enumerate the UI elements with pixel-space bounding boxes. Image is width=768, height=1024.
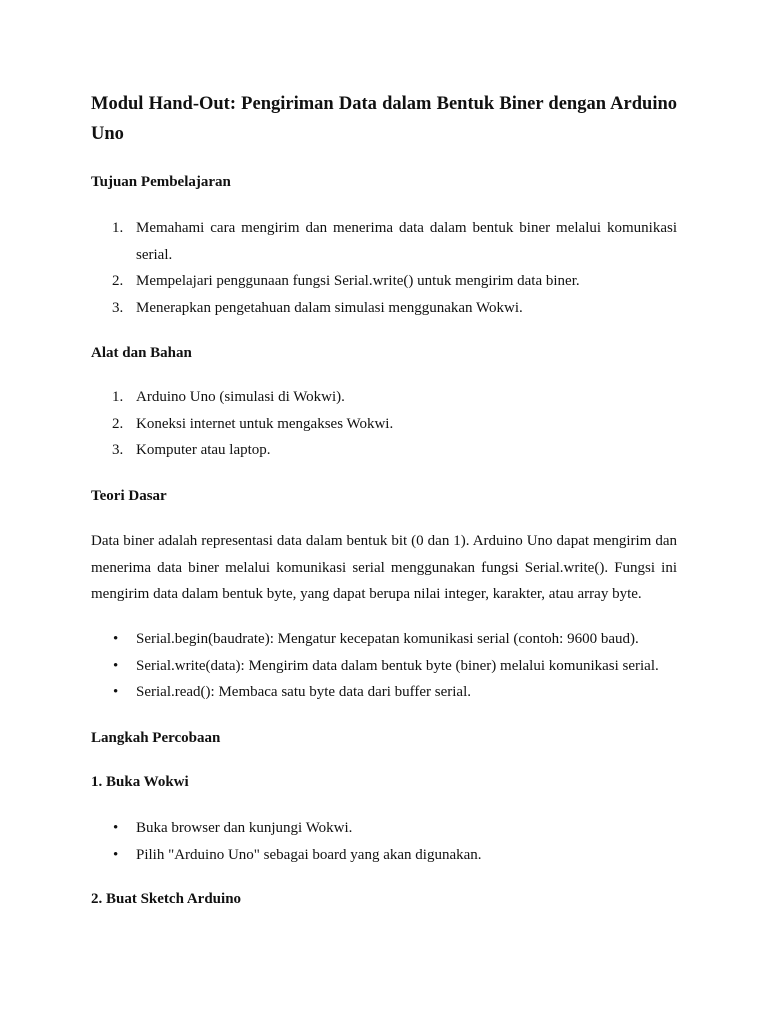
page-title: Modul Hand-Out: Pengiriman Data dalam Bentuk Biner dengan Arduino Uno	[91, 94, 677, 144]
list-item	[91, 815, 677, 842]
bullet-icon: •	[113, 820, 119, 836]
teori-paragraph: Data biner adalah representasi data dalam bentuk bit (0 dan 1). Arduino Uno dapat mengirim dan menerima data biner melalui komunikasi serial menggunakan fungsi Serial.write(). Fungsi ini mengirim data dalam bentuk byte, yang dapat berupa nilai integer, karakter, atau array byte.	[91, 533, 677, 602]
list-item	[91, 437, 677, 464]
bullet-icon: •	[113, 657, 119, 674]
list-item	[91, 679, 677, 706]
teori-bullet-list	[91, 626, 677, 706]
list-number: 3.	[112, 442, 124, 458]
list-item-text: Arduino Uno (simulasi di Wokwi).	[136, 389, 345, 405]
list-item-text: Koneksi internet untuk mengakses Wokwi.	[136, 415, 394, 432]
list-item	[91, 626, 677, 653]
heading-alat-dan-bahan: Alat dan Bahan	[91, 345, 192, 361]
list-item-text: Pilih "Arduino Uno" sebagai board yang akan digunakan.	[136, 846, 482, 863]
heading-buat-sketch-arduino: 2. Buat Sketch Arduino	[91, 891, 242, 907]
list-item	[91, 842, 677, 869]
list-item-text: Mempelajari penggunaan fungsi Serial.write() untuk mengirim data biner.	[136, 273, 580, 289]
list-item-text: Memahami cara mengirim dan menerima data dalam bentuk biner melalui komunikasi serial.	[136, 220, 677, 263]
list-number: 3.	[112, 299, 124, 316]
list-item-text: Komputer atau laptop.	[136, 442, 271, 458]
list-item-text: Menerapkan pengetahuan dalam simulasi menggunakan Wokwi.	[136, 299, 523, 316]
buka-wokwi-bullet-list	[91, 815, 677, 868]
list-item-text: Serial.write(data): Mengirim data dalam bentuk byte (biner) melalui komunikasi serial.	[136, 657, 659, 674]
list-item	[91, 411, 677, 438]
list-number: 2.	[112, 273, 124, 289]
list-item-text: Serial.begin(baudrate): Mengatur kecepatan komunikasi serial (contoh: 9600 baud).	[136, 631, 639, 647]
heading-langkah-percobaan: Langkah Percobaan	[91, 730, 221, 746]
heading-tujuan-pembelajaran: Tujuan Pembelajaran	[91, 174, 231, 190]
tujuan-list	[91, 215, 677, 321]
list-number: 1.	[112, 220, 124, 236]
list-number: 1.	[112, 389, 124, 405]
list-item	[91, 295, 677, 322]
list-item	[91, 268, 677, 295]
list-item-text: Buka browser dan kunjungi Wokwi.	[136, 820, 353, 836]
list-item	[91, 653, 677, 680]
list-item	[91, 215, 677, 268]
alat-list	[91, 384, 677, 464]
heading-teori-dasar: Teori Dasar	[91, 488, 167, 504]
bullet-icon: •	[113, 846, 119, 863]
list-item-text: Serial.read(): Membaca satu byte data dari buffer serial.	[136, 684, 471, 700]
bullet-icon: •	[113, 684, 119, 700]
list-number: 2.	[112, 415, 124, 432]
bullet-icon: •	[113, 631, 119, 647]
list-item	[91, 384, 677, 411]
heading-buka-wokwi: 1. Buka Wokwi	[91, 774, 189, 790]
